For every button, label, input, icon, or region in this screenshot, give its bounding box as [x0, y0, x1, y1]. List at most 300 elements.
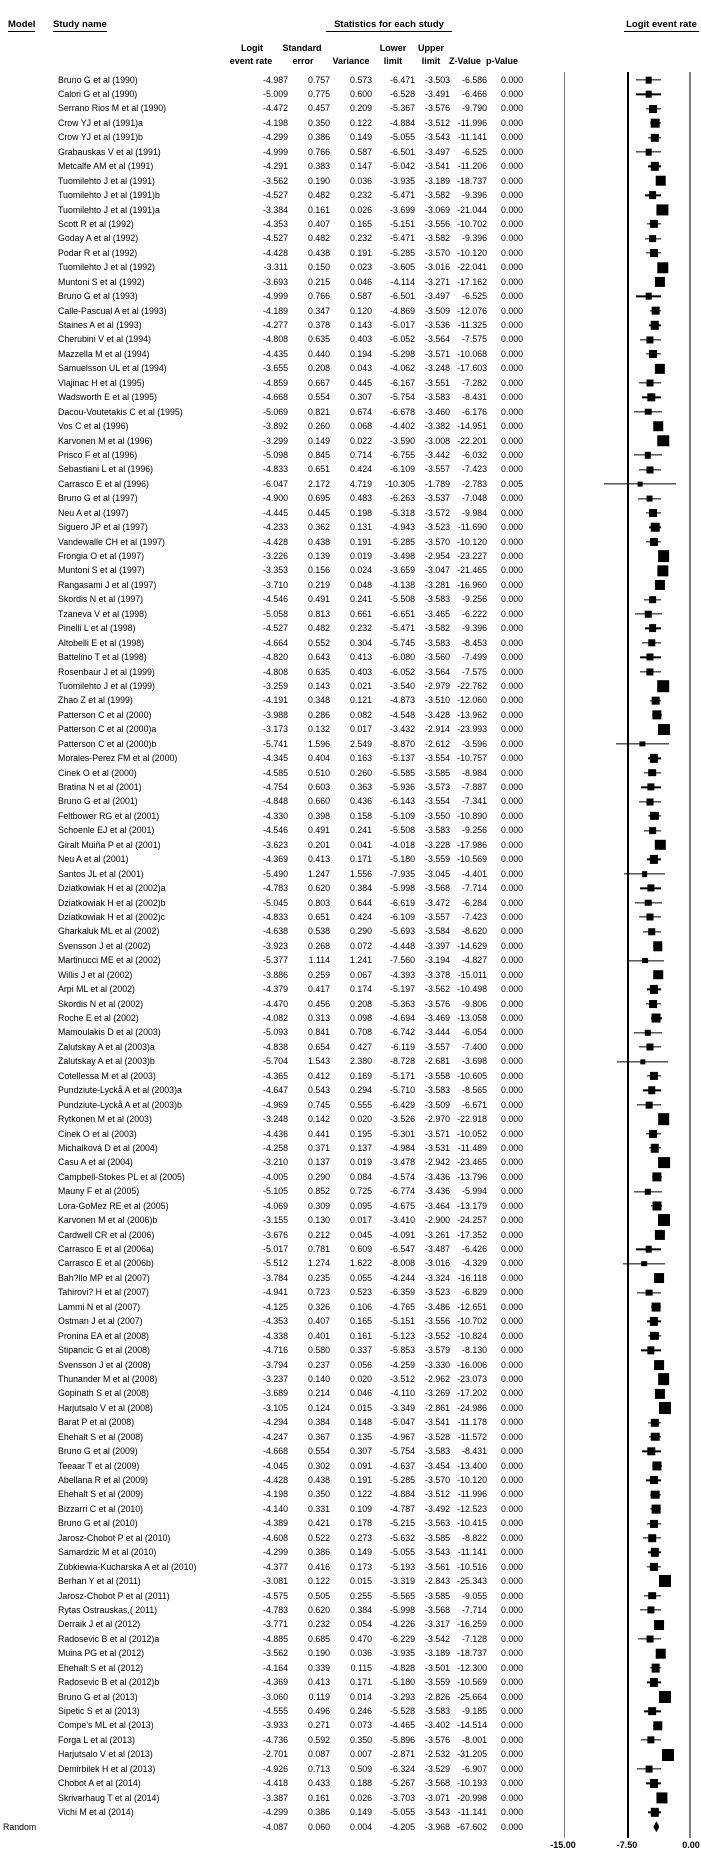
logit-event-rate-value: -4.546 [263, 825, 288, 836]
effect-size-square [645, 899, 652, 906]
table-row [0, 881, 701, 895]
lower-limit-value: -4.114 [390, 276, 415, 287]
logit-event-rate-value: -4.299 [263, 1807, 288, 1818]
study-name: Demirbilek H et al (2013) [58, 1763, 156, 1774]
table-row [0, 1386, 701, 1400]
standard-error-value: 0.232 [307, 1619, 330, 1630]
study-name: Svensson J et al (2002) [58, 940, 151, 951]
upper-limit-value: -3.501 [425, 1662, 450, 1673]
upper-limit-value: -3.571 [425, 1128, 450, 1139]
logit-event-rate-value: -4.379 [263, 984, 288, 995]
study-name: Vos C et al (1996) [58, 421, 129, 432]
lower-limit-value: -6.052 [390, 334, 415, 345]
variance-value: 0.714 [349, 449, 372, 460]
standard-error-value: 0.208 [307, 363, 330, 374]
table-row [0, 982, 701, 996]
variance-value: 1.241 [349, 955, 372, 966]
z-value: -6.586 [462, 74, 487, 85]
logit-event-rate-value: -4.999 [263, 291, 288, 302]
study-name: Dziatkowiak H et al (2002)b [58, 897, 166, 908]
study-name: Pinelli L et al (1998) [58, 623, 136, 634]
z-value: -6.525 [462, 291, 487, 302]
variance-value: 0.198 [349, 507, 372, 518]
upper-limit-value: -3.557 [425, 911, 450, 922]
upper-limit-value: -2.861 [425, 1402, 450, 1413]
standard-error-value: 0.592 [307, 1734, 330, 1745]
p-value: 0.000 [500, 1763, 523, 1774]
p-value: 0.000 [500, 320, 523, 331]
z-value: -6.032 [462, 449, 487, 460]
effect-size-square [649, 827, 657, 835]
z-value: -10.605 [457, 1070, 487, 1081]
logit-event-rate-value: -4.377 [263, 1561, 288, 1572]
logit-event-rate-value: -4.470 [263, 998, 288, 1009]
z-value: -17.603 [457, 363, 487, 374]
variance-value: 0.232 [349, 623, 372, 634]
p-value: 0.000 [500, 262, 523, 273]
effect-size-square [650, 1072, 658, 1080]
table-row [0, 520, 701, 534]
variance-value: 0.026 [349, 204, 372, 215]
z-value: -13.962 [457, 709, 487, 720]
lower-limit-value: -6.359 [390, 1287, 415, 1298]
standard-error-value: 0.522 [307, 1532, 330, 1543]
study-name: Arpi ML et al (2002) [58, 984, 135, 995]
z-value: -6.829 [462, 1287, 487, 1298]
effect-size-square [645, 1029, 651, 1035]
table-row [0, 1127, 701, 1141]
p-value: 0.000 [500, 276, 523, 287]
study-name: Michalková D et al (2004) [58, 1142, 158, 1153]
variance-value: 0.026 [349, 1792, 372, 1803]
upper-limit-value: -3.537 [425, 493, 450, 504]
upper-limit-value: -3.469 [425, 1013, 450, 1024]
variance-value: 0.174 [349, 984, 372, 995]
study-name: Harjutsalo V et al (2013) [58, 1749, 153, 1760]
standard-error-value: 0.401 [307, 1330, 330, 1341]
lower-limit-value: -7.935 [390, 868, 415, 879]
z-value: -9.396 [462, 233, 487, 244]
z-value: -20.998 [457, 1792, 487, 1803]
study-name: Carrasco E et al (1996) [58, 478, 149, 489]
standard-error-value: 0.378 [307, 320, 330, 331]
logit-event-rate-value: -4.969 [263, 1099, 288, 1110]
table-row [0, 1155, 701, 1169]
z-value: -9.806 [462, 998, 487, 1009]
variance-value: 0.014 [349, 1691, 372, 1702]
variance-value: 0.436 [349, 796, 372, 807]
table-row [0, 722, 701, 736]
lower-limit-value: -4.828 [390, 1662, 415, 1673]
table-row [0, 1603, 701, 1617]
logit-event-rate-value: -3.676 [263, 1229, 288, 1240]
z-value: -7.128 [462, 1633, 487, 1644]
lower-limit-value: -4.091 [390, 1229, 415, 1240]
upper-limit-value: -3.536 [425, 320, 450, 331]
effect-size-square [645, 409, 652, 416]
standard-error-value: 1.596 [307, 738, 330, 749]
lower-limit-value: -4.393 [390, 969, 415, 980]
upper-limit-value: -3.189 [425, 1648, 450, 1659]
study-name: Teeaar T et al (2009) [58, 1460, 140, 1471]
logit-event-rate-value: -4.664 [263, 637, 288, 648]
z-value: -7.048 [462, 493, 487, 504]
p-value: 0.000 [500, 868, 523, 879]
logit-event-rate-value: -4.987 [263, 74, 288, 85]
effect-size-square [648, 1087, 655, 1094]
z-value: -10.516 [457, 1561, 487, 1572]
study-name: Willis J et al (2002) [58, 969, 133, 980]
z-value: -17.162 [457, 276, 487, 287]
lower-limit-value: -6.755 [390, 449, 415, 460]
lower-limit-value: -5.180 [390, 854, 415, 865]
study-name: Jarosz-Chobot P et al (2010) [58, 1532, 171, 1543]
study-name: Rytas Ostrauskas,( 2011) [58, 1604, 158, 1615]
lower-limit-value: -5.471 [390, 190, 415, 201]
variance-value: 0.163 [349, 753, 372, 764]
logit-event-rate-value: -4.428 [263, 1475, 288, 1486]
variance-value: 0.523 [349, 1287, 372, 1298]
standard-error-value: 0.348 [307, 695, 330, 706]
study-name: Podar R et al (1992) [58, 247, 138, 258]
study-name: Ehehalt S et al (2008) [58, 1431, 144, 1442]
study-name: Grabauskas V et al (1991) [58, 146, 161, 157]
table-row [0, 116, 701, 130]
lower-limit-value: -5.109 [390, 810, 415, 821]
lower-limit-value: -4.943 [390, 522, 415, 533]
z-value: -9.396 [462, 190, 487, 201]
table-row [0, 636, 701, 650]
table-row [0, 1444, 701, 1458]
effect-size-square [640, 741, 645, 746]
study-name: Tuomilehto J et al (1991)b [58, 190, 160, 201]
table-row [0, 217, 701, 231]
logit-event-rate-value: -4.900 [263, 493, 288, 504]
z-value: -16.118 [457, 1272, 487, 1283]
variance-value: 0.191 [349, 247, 372, 258]
study-name: Cherubini V et al (1994) [58, 334, 151, 345]
effect-size-square [651, 306, 660, 315]
z-value: -10.120 [457, 1475, 487, 1486]
effect-size-square [647, 1044, 654, 1051]
variance-value: 0.017 [349, 1215, 372, 1226]
col-header-se-line1: Standard [282, 43, 322, 53]
standard-error-value: 0.214 [307, 1388, 330, 1399]
table-row [0, 1430, 701, 1444]
study-name: Svensson J et al (2008) [58, 1359, 151, 1370]
table-row [0, 101, 701, 115]
effect-size-square [647, 336, 654, 343]
study-name: Bruno G et al (2009) [58, 1446, 138, 1457]
z-value: -6.525 [462, 146, 487, 157]
z-value: -11.178 [457, 1417, 487, 1428]
z-value: -24.257 [457, 1215, 487, 1226]
standard-error-value: 1.543 [307, 1056, 330, 1067]
lower-limit-value: -5.363 [390, 998, 415, 1009]
lower-limit-value: -3.703 [390, 1792, 415, 1803]
standard-error-value: 0.643 [307, 652, 330, 663]
standard-error-value: 0.302 [307, 1460, 330, 1471]
table-row [0, 1704, 701, 1718]
logit-event-rate-value: -5.490 [263, 868, 288, 879]
col-header-upper-line1: Upper [417, 43, 444, 53]
table-row [0, 1040, 701, 1054]
logit-event-rate-value: -4.233 [263, 522, 288, 533]
study-name: Morales-Perez FM et al (2000) [58, 753, 178, 764]
lower-limit-value: -6.229 [390, 1633, 415, 1644]
upper-limit-value: -3.523 [425, 522, 450, 533]
table-row [0, 924, 701, 938]
lower-limit-value: -4.448 [390, 940, 415, 951]
study-name: Thunander M et al (2008) [58, 1373, 158, 1384]
study-name: Muina PG et al (2012) [58, 1648, 145, 1659]
table-row [0, 376, 701, 390]
z-value: -7.575 [462, 334, 487, 345]
study-name: Crow YJ et al (1991)a [58, 117, 143, 128]
standard-error-value: 0.140 [307, 1373, 330, 1384]
variance-value: 0.043 [349, 363, 372, 374]
upper-limit-value: -3.576 [425, 103, 450, 114]
standard-error-value: 2.172 [307, 478, 330, 489]
standard-error-value: 0.543 [307, 1085, 330, 1096]
z-value: -7.714 [462, 1604, 487, 1615]
logit-event-rate-value: -4.353 [263, 1316, 288, 1327]
upper-limit-value: -3.016 [425, 262, 450, 273]
p-value: 0.000 [500, 724, 523, 735]
z-value: -8.130 [462, 1345, 487, 1356]
logit-event-rate-value: -4.608 [263, 1532, 288, 1543]
effect-size-square [650, 754, 658, 762]
study-name: Rosenbaur J et al (1999) [58, 666, 155, 677]
p-value: 0.000 [500, 435, 523, 446]
logit-event-rate-value: -3.623 [263, 839, 288, 850]
effect-size-square [652, 1014, 661, 1023]
p-value: 0.000 [500, 1734, 523, 1745]
z-value: -18.737 [457, 175, 487, 186]
lower-limit-value: -3.349 [390, 1402, 415, 1413]
upper-limit-value: -3.570 [425, 247, 450, 258]
upper-limit-value: -2.942 [425, 1157, 450, 1168]
effect-size-square [655, 363, 665, 373]
variance-value: 0.015 [349, 1576, 372, 1587]
effect-size-square [654, 1360, 664, 1370]
study-name: Mamoulakis D et al (2003) [58, 1027, 161, 1038]
lower-limit-value: -5.745 [390, 637, 415, 648]
effect-size-square [648, 1534, 656, 1542]
table-row [0, 1170, 701, 1184]
table-row [0, 549, 701, 563]
lower-limit-value: -6.547 [390, 1244, 415, 1255]
logit-event-rate-value: -4.436 [263, 1128, 288, 1139]
table-row [0, 1184, 701, 1198]
upper-limit-value: -3.543 [425, 132, 450, 143]
variance-value: 0.470 [349, 1633, 372, 1644]
standard-error-value: 0.156 [307, 565, 330, 576]
variance-value: 0.178 [349, 1518, 372, 1529]
logit-event-rate-value: -4.783 [263, 883, 288, 894]
study-name: Tahirovi? H et al (2007) [58, 1287, 149, 1298]
upper-limit-value: -3.047 [425, 565, 450, 576]
upper-limit-value: -3.542 [425, 1633, 450, 1644]
effect-size-square [650, 812, 658, 820]
variance-value: 0.084 [349, 1171, 372, 1182]
upper-limit-value: -2.979 [425, 680, 450, 691]
effect-size-square [651, 1490, 660, 1499]
effect-size-square [655, 1389, 665, 1399]
p-value: 0.000 [500, 218, 523, 229]
effect-size-square [646, 1289, 653, 1296]
variance-value: 0.022 [349, 435, 372, 446]
effect-size-square [647, 466, 654, 473]
logit-event-rate-value: -3.710 [263, 579, 288, 590]
upper-limit-value: -3.554 [425, 796, 450, 807]
z-value: -10.757 [457, 753, 487, 764]
upper-limit-value: -3.317 [425, 1619, 450, 1630]
upper-limit-value: -3.402 [425, 1720, 450, 1731]
p-value: 0.000 [500, 1576, 523, 1587]
variance-value: 0.020 [349, 1373, 372, 1384]
p-value: 0.000 [500, 406, 523, 417]
study-name: Scott R et al (1992) [58, 218, 134, 229]
standard-error-value: 0.309 [307, 1200, 330, 1211]
z-value: -10.824 [457, 1330, 487, 1341]
study-name: Bruno G et al (2010) [58, 1518, 138, 1529]
study-name: Derraik J et al (2012) [58, 1619, 141, 1630]
lower-limit-value: -5.936 [390, 782, 415, 793]
p-value: 0.000 [500, 175, 523, 186]
study-name: Bizzarri C et al (2010) [58, 1503, 144, 1514]
standard-error-value: 0.350 [307, 1489, 330, 1500]
table-row [0, 1617, 701, 1631]
effect-size-square [650, 1563, 658, 1571]
effect-size-square [645, 149, 652, 156]
logit-event-rate-value: -5.058 [263, 608, 288, 619]
upper-limit-value: -3.492 [425, 1503, 450, 1514]
variance-value: 0.403 [349, 334, 372, 345]
standard-error-value: 0.852 [307, 1186, 330, 1197]
z-value: -10.702 [457, 218, 487, 229]
z-value: -8.431 [462, 1446, 487, 1457]
p-value: 0.000 [500, 883, 523, 894]
lower-limit-value: -8.008 [390, 1258, 415, 1269]
effect-size-square [659, 1402, 671, 1414]
study-name: Rytkonen M et al (2003) [58, 1114, 152, 1125]
upper-limit-value: -3.583 [425, 1706, 450, 1717]
table-row [0, 1487, 701, 1501]
table-row [0, 650, 701, 664]
upper-limit-value: -3.503 [425, 74, 450, 85]
study-name: Campbell-Stokes PL et al (2005) [58, 1171, 185, 1182]
table-row [0, 188, 701, 202]
study-name: Sebastiani L et al (1996) [58, 464, 154, 475]
standard-error-value: 0.745 [307, 1099, 330, 1110]
upper-limit-value: -3.228 [425, 839, 450, 850]
standard-error-value: 0.620 [307, 883, 330, 894]
lower-limit-value: -4.226 [390, 1619, 415, 1630]
logit-event-rate-value: -4.833 [263, 911, 288, 922]
study-name: Skordis N et al (2002) [58, 998, 144, 1009]
study-name: Skordis N et al (1997) [58, 594, 144, 605]
upper-limit-value: -3.541 [425, 1417, 450, 1428]
study-name: Radosevic B et al (2012)b [58, 1677, 160, 1688]
upper-limit-value: -3.582 [425, 190, 450, 201]
table-row [0, 1199, 701, 1213]
lower-limit-value: -5.998 [390, 1604, 415, 1615]
table-row [0, 1560, 701, 1574]
lower-limit-value: -6.324 [390, 1763, 415, 1774]
logit-event-rate-value: -4.941 [263, 1287, 288, 1298]
standard-error-value: 0.286 [307, 709, 330, 720]
variance-value: 0.041 [349, 839, 372, 850]
summary-diamond [653, 1821, 659, 1832]
p-value: 0.000 [500, 291, 523, 302]
effect-size-square [648, 769, 656, 777]
table-row [0, 1343, 701, 1357]
table-row [0, 794, 701, 808]
logit-event-rate-value: -4.189 [263, 305, 288, 316]
p-value: 0.000 [500, 1633, 523, 1644]
standard-error-value: 0.413 [307, 854, 330, 865]
p-value: 0.000 [500, 1475, 523, 1486]
p-value: 0.000 [500, 1258, 523, 1269]
study-name: Metcalfe AM et al (1991) [58, 161, 154, 172]
standard-error-value: 0.457 [307, 103, 330, 114]
table-row [0, 159, 701, 173]
upper-limit-value: -3.562 [425, 984, 450, 995]
logit-event-rate-value: -4.435 [263, 348, 288, 359]
table-row [0, 347, 701, 361]
table-row [0, 693, 701, 707]
lower-limit-value: -4.465 [390, 1720, 415, 1731]
study-name: Cotellessa M et al (2003) [58, 1070, 156, 1081]
variance-value: 2.549 [349, 738, 372, 749]
p-value: 0.000 [500, 1518, 523, 1529]
study-name: Bruno G et al (2001) [58, 796, 138, 807]
logit-event-rate-value: -5.017 [263, 1244, 288, 1255]
table-row [0, 1646, 701, 1660]
lower-limit-value: -6.263 [390, 493, 415, 504]
logit-event-rate-value: -4.353 [263, 218, 288, 229]
table-row [0, 1733, 701, 1747]
effect-size-square [649, 1476, 657, 1484]
standard-error-value: 0.440 [307, 348, 330, 359]
variance-value: 0.095 [349, 1200, 372, 1211]
variance-value: 0.023 [349, 262, 372, 273]
table-row [0, 1083, 701, 1097]
table-row [0, 1459, 701, 1473]
standard-error-value: 0.538 [307, 926, 330, 937]
lower-limit-value: -5.042 [390, 161, 415, 172]
variance-value: 0.483 [349, 493, 372, 504]
upper-limit-value: -2.962 [425, 1373, 450, 1384]
lower-limit-value: -5.017 [390, 320, 415, 331]
upper-limit-value: -2.826 [425, 1691, 450, 1702]
p-value: 0.000 [500, 1778, 523, 1789]
z-value: -17.202 [457, 1388, 487, 1399]
col-header-se-line2: error [292, 56, 314, 66]
variance-value: 0.188 [349, 1778, 372, 1789]
standard-error-value: 0.723 [307, 1287, 330, 1298]
logit-event-rate-value: -4.546 [263, 594, 288, 605]
z-value: -25.664 [457, 1691, 487, 1702]
z-value: -10.415 [457, 1518, 487, 1529]
variance-value: 0.073 [349, 1720, 372, 1731]
table-row [0, 448, 701, 462]
variance-value: 0.120 [349, 305, 372, 316]
lower-limit-value: -6.774 [390, 1186, 415, 1197]
upper-limit-value: -3.558 [425, 1070, 450, 1081]
upper-limit-value: -3.968 [425, 1821, 450, 1832]
